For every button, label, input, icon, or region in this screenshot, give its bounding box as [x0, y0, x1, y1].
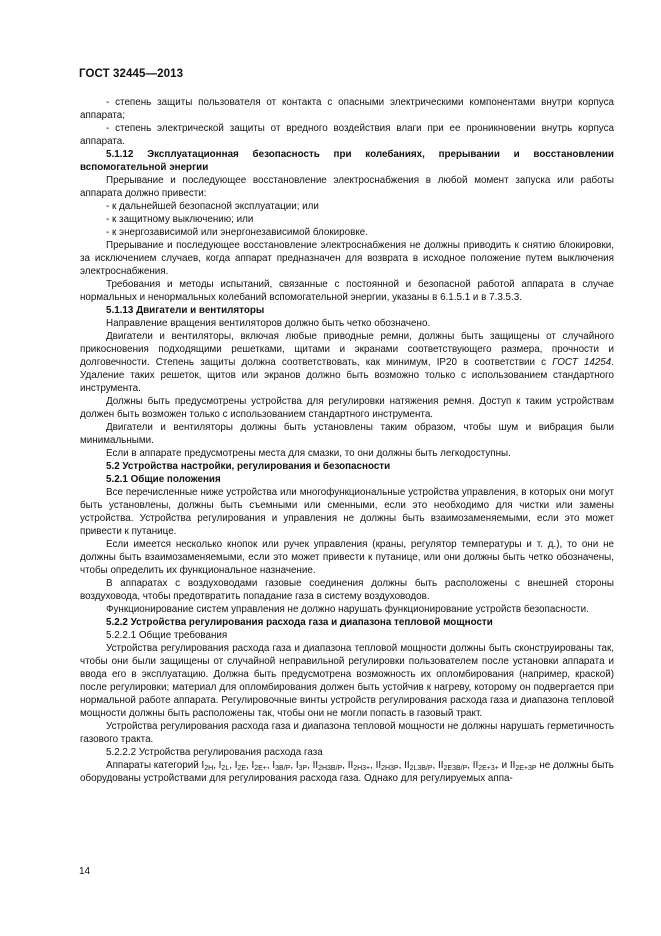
section-heading-5-2-2: 5.2.2 Устройства регулирования расхода газа и диапазона тепловой мощности — [106, 617, 493, 628]
category-subscript: 2H3B/P — [318, 765, 343, 772]
page-number: 14 — [79, 866, 91, 877]
page-content — [80, 96, 614, 785]
list-item: - к защитному выключению; или — [106, 214, 254, 225]
paragraph: Все перечисленные ниже устройства или многофункциональные устройства управления, в которых они могут быть установлены, должны быть съемными или сменными, если это необходимо для чистки или замены устройства. Устройства регулирования и управления не должны быть взаимозаменяемыми, если это может привести к путанице. — [80, 487, 614, 537]
category-code: $I_{2L}$ — [218, 760, 230, 772]
standard-reference: ГОСТ 14254 — [552, 357, 612, 368]
category-code: $I_{2E}$ — [234, 760, 247, 772]
category-subscript: 3B/P — [275, 765, 291, 772]
category-code: $I_{3B/P}$ — [272, 760, 291, 772]
section-heading-5-1-13: 5.1.13 Двигатели и вентиляторы — [106, 305, 265, 316]
section-heading-5-2-1: 5.2.1 Общие положения — [106, 474, 221, 485]
paragraph: Устройства регулирования расхода газа и диапазона тепловой мощности не должны нарушать герметичность газового тракта. — [80, 721, 614, 745]
paragraph: Если в аппарате предусмотрены места для смазки, то они должны быть легкодоступны. — [106, 448, 511, 459]
category-code: $II_{2H3B/P}$ — [312, 760, 343, 772]
category-code: $II_{2H3+}$ — [347, 760, 371, 772]
category-code: $II_{2H3P}$ — [375, 760, 399, 772]
paragraph: - степень защиты пользователя от контакта с опасными электрическими компонентами внутри корпуса аппарата; — [80, 97, 614, 121]
subsection-heading-5-2-2-1: 5.2.2.1 Общие требования — [106, 630, 228, 641]
category-subscript: 3P — [298, 765, 308, 772]
paragraph: Требования и методы испытаний, связанные с постоянной и безопасной работой аппарата в случае нормальных и ненормальных колебаний вспомогательной энергии, указаны в 6.1.5.1 и в 7.3.5.3. — [80, 279, 614, 303]
text-run: Аппараты категорий — [106, 760, 202, 771]
category-code: $II_{2L3B/P}$ — [404, 760, 433, 772]
section-heading-5-1-12: 5.1.12 Эксплуатационная безопасность при колебаниях, прерывании и восстановлении вспомогательной энергии — [80, 149, 614, 173]
paragraph: Устройства регулирования расхода газа и диапазона тепловой мощности должны быть сконструированы так, чтобы они были защищены от случайной неправильной регулировки пользователем после установки аппарата и ввода его в эксплуатацию. Должна быть предусмотрена возможность их опломбирования (например, краской) после регулировки; материал для опломбирования должен быть устойчив к нагреву, которому он подвергается при нормальной работе аппарата. Регулировочные винты устройств регулирования расхода газа и диапазона тепловой мощности должны быть расположены так, чтобы они не могли попасть в газовый тракт. — [80, 643, 614, 719]
text-run: Двигатели и вентиляторы, включая любые приводные ремни, должны быть защищены от случайного прикосновения подходящими решетками, щитами и экранами соответствующего размера, прочности и долговечности. Степень защиты должна соответствовать, как минимум, IP20 в соответствии с — [80, 331, 614, 368]
paragraph: Должны быть предусмотрены устройства для регулировки натяжения ремня. Доступ к таким устройствам должен быть возможен только с использованием стандартного инструмента. — [80, 396, 614, 420]
category-subscript: 2E+ — [254, 765, 267, 772]
document-header: ГОСТ 32445—2013 — [79, 68, 184, 80]
paragraph: Прерывание и последующее восстановление электроснабжения не должны приводить к снятию блокировки, за исключением случаев, когда аппарат предназначен для возврата в исходное положение путем выключения электроснабжения. — [80, 240, 614, 277]
paragraph: - степень электрической защиты от вредного воздействия влаги при ее проникновении внутрь корпуса аппарата. — [80, 123, 614, 147]
category-subscript: 2H3P — [381, 765, 399, 772]
category-subscript: 2E+3P — [515, 765, 537, 772]
category-code: $II_{2E+3+}$ — [472, 760, 499, 772]
category-subscript: 2L3B/P — [409, 765, 433, 772]
subsection-heading-5-2-2-2: 5.2.2.2 Устройства регулирования расхода газа — [106, 747, 323, 758]
category-code: $II_{2E+3P}$ — [509, 760, 537, 772]
category-subscript: 2H3+ — [353, 765, 371, 772]
paragraph: Функционирование систем управления не должно нарушать функционирование устройств безопасности. — [106, 604, 589, 615]
text-run: не должны быть оборудованы устройствами для регулирования расхода газа. Однако для регулируемых аппа- — [80, 760, 614, 784]
section-heading-5-2: 5.2 Устройства настройки, регулирования и безопасности — [106, 461, 391, 472]
category-subscript: 2H — [204, 765, 214, 772]
list-item: - к дальнейшей безопасной эксплуатации; или — [106, 201, 319, 212]
paragraph: Прерывание и последующее восстановление электроснабжения в любой момент запуска или работы аппарата должно привести: — [80, 175, 614, 199]
text-run: . Удаление таких решеток, щитов или экранов должно быть возможно только с использованием стандартного инструмента. — [80, 357, 614, 394]
list-item: - к энергозависимой или энергонезависимой блокировке. — [106, 227, 368, 238]
category-code: $I_{2E+}$ — [251, 760, 267, 772]
paragraph: Направление вращения вентиляторов должно быть четко обозначено. — [106, 318, 431, 329]
category-subscript: 2E+3+ — [478, 765, 499, 772]
paragraph-categories — [80, 759, 614, 785]
category-subscript: 2E3B/P — [443, 765, 468, 772]
appliance-categories: $I_{2H}$, $I_{2L}$, $I_{2E}$, $I_{2E+}$, $I_{3B/P}$, $I_{3P}$, $II_{2H3B/P}$, $II_{2H3+}$, $II_{2H3P}$, $II_{2L3B/P}$, $II_{2E3B/P}$, $II_{2E+3+}$ и $II_{2E+3P}$ — [201, 760, 537, 772]
category-subscript: 2L — [221, 765, 230, 772]
category-code: $II_{2E3B/P}$ — [438, 760, 468, 772]
category-subscript: 2E — [237, 765, 247, 772]
category-code: $I_{3P}$ — [295, 760, 308, 772]
paragraph: Если имеется несколько кнопок или ручек управления (краны, регулятор температуры и т. д.), то они не должны быть взаимозаменяемыми, если это может привести к путанице, или они должны быть четко обозначены, чтобы определить их функциональное назначение. — [80, 539, 614, 576]
paragraph: Двигатели и вентиляторы должны быть установлены таким образом, чтобы шум и вибрация были минимальными. — [80, 422, 614, 446]
paragraph: В аппаратах с воздуховодами газовые соединения должны быть расположены с внешней стороны воздуховода, чтобы предотвратить попадание газа в систему воздуховодов. — [80, 578, 614, 602]
paragraph — [80, 330, 614, 395]
category-code: $I_{2H}$ — [201, 760, 214, 772]
